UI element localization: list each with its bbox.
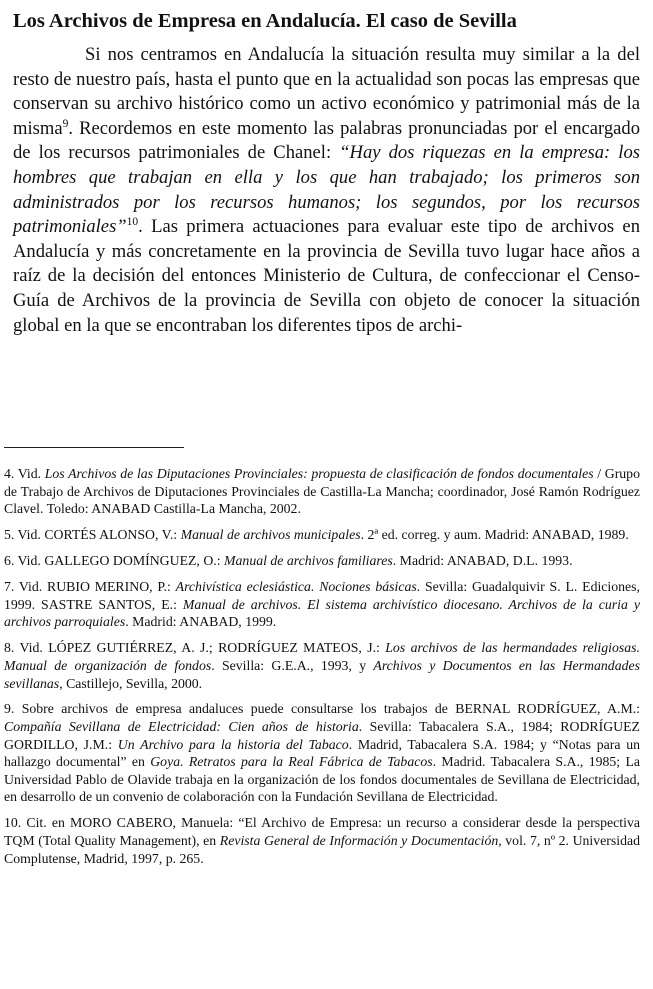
- footnote-6-text: 6. Vid. GALLEGO DOMÍNGUEZ, O.:: [4, 553, 225, 569]
- footnotes: [4, 465, 640, 876]
- footnote-4-text: 4. Vid.: [4, 466, 45, 481]
- footnote-10-text-end: , vol. 7, nº 2. Universidad Complutense, Madrid, 1997, p. 265.: [4, 833, 640, 866]
- footnote-8-title-2: Archivos y Documentos en las Hermandades sevillanas: [4, 657, 640, 691]
- footnote-ref-9[interactable]: 9: [62, 117, 69, 130]
- body-text-part2: . Recordemos en este momento las palabras pronunciadas por el encargado de los recursos patrimoniales de Chanel:: [13, 117, 640, 164]
- footnote-8-text-end: , Castillejo, Sevilla, 2000.: [59, 675, 203, 691]
- footnote-10: [4, 814, 640, 867]
- footnote-10-title: Revista General de Información y Documentación: [219, 833, 499, 849]
- footnote-7-title-2: Manual de archivos. El sistema archivístico diocesano. Archivos de la curia y archivos parroquiales: [4, 596, 640, 630]
- footnote-5-text-end: . 2ª ed. correg. y aum. Madrid: ANABAD, 1989.: [360, 527, 629, 543]
- footnote-4-title: Los Archivos de las Diputaciones Provinciales: propuesta de clasificación de fondos documentales: [44, 466, 594, 481]
- body-text-part3: . Las primera actuaciones para evaluar este tipo de archivos en Andalucía y más concretamente en la provincia de Sevilla tuvo lugar hace años a raíz de la decisión del entonces Ministerio de Cultura, de confeccionar el Censo-Guía de Archivos de la provincia de Sevilla con objeto de conocer la situación global en la que se encontraban los diferentes tipos de archi-: [13, 216, 640, 336]
- footnote-6-text-end: . Madrid: ANABAD, D.L. 1993.: [392, 553, 573, 569]
- footnote-6-title: Manual de archivos familiares: [224, 553, 393, 569]
- footnote-9-title-3: Goya. Retratos para la Real Fábrica de Tabacos: [150, 754, 433, 770]
- footnote-7-text-end: . Madrid: ANABAD, 1999.: [125, 614, 277, 630]
- footnote-9: [4, 700, 640, 806]
- footnote-8-text-mid: . Sevilla: G.E.A., 1993, y: [211, 657, 374, 673]
- footnote-ref-10[interactable]: 10: [126, 215, 139, 228]
- footnote-5-title: Manual de archivos municipales: [180, 527, 361, 543]
- chanel-quote: “Hay dos riquezas en la empresa: los hombres que trabajan en ella y los que han trabajado; los primeros son administrados por los recursos humanos; los segundos, por los recursos patrimoniales”: [13, 142, 640, 238]
- footnote-9-text-mid-2: . Madrid, Tabacalera S.A. 1984; y “Notas para un hallazgo documental” en: [4, 736, 640, 770]
- footnote-4: [4, 465, 640, 518]
- footnote-7-title: Archivística eclesiástica. Nociones básicas: [175, 579, 417, 595]
- footnote-8: [4, 639, 640, 692]
- footnote-9-text: 9. Sobre archivos de empresa andaluces puede consultarse los trabajos de BERNAL RODRÍGUEZ, A.M.:: [4, 701, 640, 717]
- footnote-8-text: 8. Vid. LÓPEZ GUTIÉRREZ, A. J.; RODRÍGUEZ MATEOS, J.:: [4, 640, 386, 656]
- footnote-9-text-end: . Madrid. Tabacalera S.A., 1985; La Universidad Pablo de Olavide trabaja en la organización de los fondos documentales de Sevillana de Electricidad, en desarrollo de un convenio de colaboración con la Fundación Sevillana de Electricidad.: [4, 754, 641, 805]
- footnote-7-text: 7. Vid. RUBIO MERINO, P.:: [4, 579, 176, 595]
- footnote-separator: [4, 447, 184, 448]
- footnote-8-title: Los archivos de las hermandades religiosas. Manual de organización de fondos: [4, 640, 640, 673]
- footnote-7-text-mid: . Sevilla: Guadalquivir S. L. Ediciones, 1999. SASTRE SANTOS, E.:: [4, 579, 640, 612]
- footnote-9-text-mid: . Sevilla: Tabacalera S.A., 1984; RODRÍGUEZ GORDILLO, J.M.:: [4, 719, 640, 752]
- footnote-4-text-end: / Grupo de Trabajo de Archivos de Diputaciones Provinciales de Castilla-La Mancha; coordinador, José Ramón Rodríguez Clavel. Toledo: ANABAD Castilla-La Mancha, 2002.: [4, 466, 640, 517]
- footnote-7: [4, 578, 640, 631]
- footnote-6: [4, 552, 640, 570]
- footnote-9-title-2: Un Archivo para la historia del Tabaco: [117, 736, 349, 752]
- footnote-10-text: 10. Cit. en MORO CABERO, Manuela: “El Archivo de Empresa: un recurso a considerar desde la perspectiva TQM (Total Quality Management), en: [4, 815, 640, 849]
- footnote-5-text: 5. Vid. CORTÉS ALONSO, V.:: [4, 527, 181, 543]
- body-text-part1: Si nos centramos en Andalucía la situación resulta muy similar a la del resto de nuestro país, hasta el punto que en la actualidad son pocas las empresas que conservan su archivo histórico como un activo económico y patrimonial más de la misma: [13, 44, 640, 139]
- section-heading: Los Archivos de Empresa en Andalucía. El caso de Sevilla: [13, 10, 517, 32]
- body-paragraph: [13, 43, 640, 338]
- footnote-5: [4, 526, 640, 544]
- footnote-9-title: Compañía Sevillana de Electricidad: Cien años de historia: [4, 719, 359, 735]
